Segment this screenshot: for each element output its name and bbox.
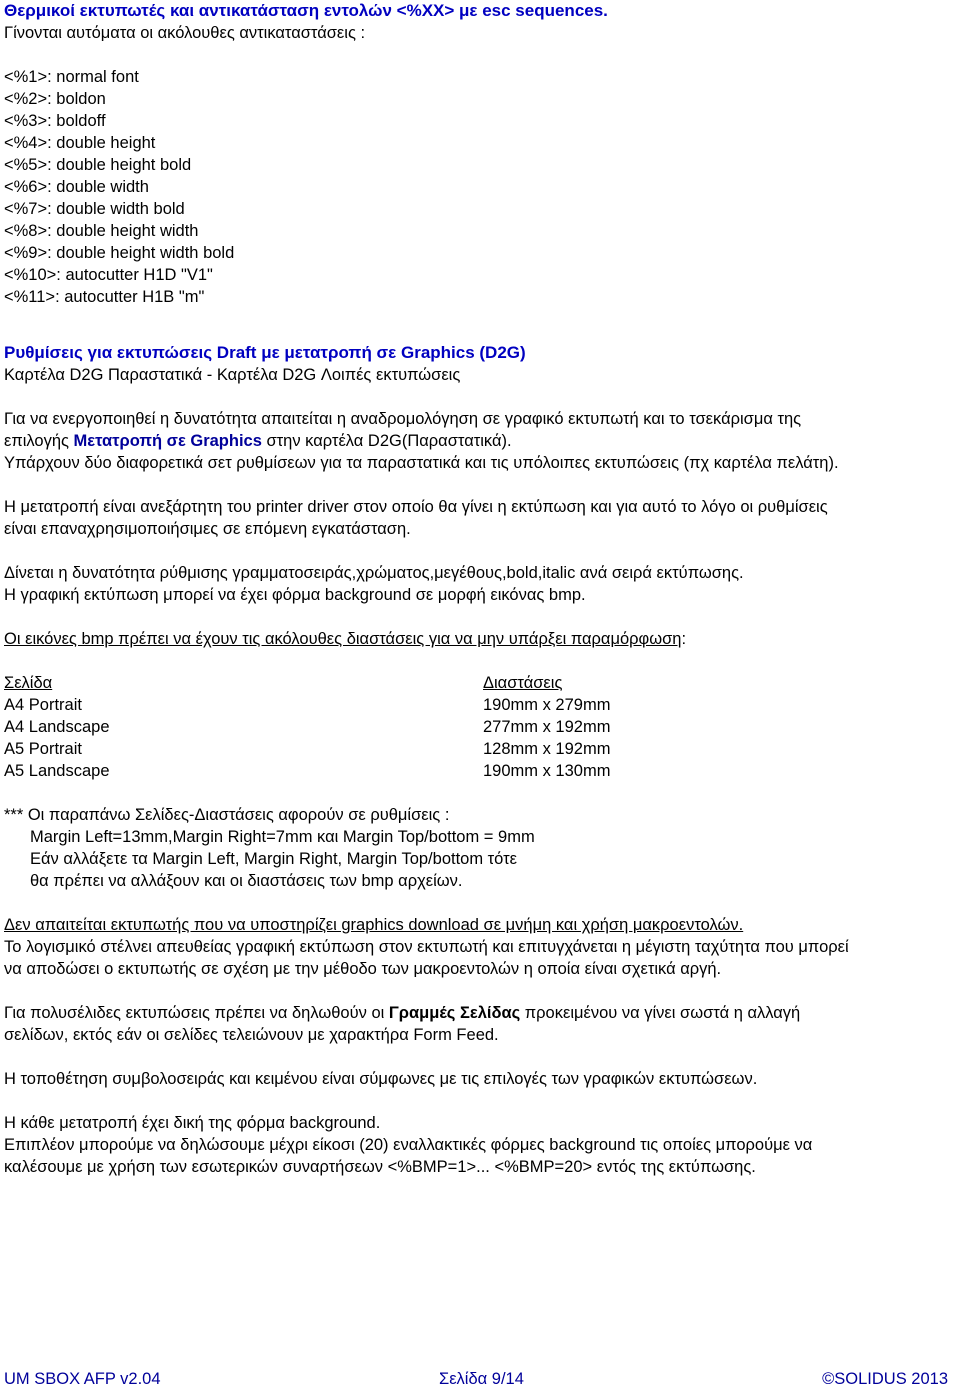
footer-page-number: Σελίδα 9/14 bbox=[439, 1370, 524, 1388]
paragraph-line: Για να ενεργοποιηθεί η δυνατότητα απαιτείται η αναδρομολόγηση σε γραφικό εκτυπωτή και το τσεκάρισμα της bbox=[4, 410, 802, 428]
option-name: Μετατροπή σε Graphics bbox=[73, 432, 262, 450]
code-item: <%4>: double height bbox=[4, 134, 156, 152]
code-item: <%6>: double width bbox=[4, 178, 149, 196]
code-item: <%9>: double height width bold bbox=[4, 244, 235, 262]
table-cell-page: A4 Portrait bbox=[4, 696, 82, 714]
table-cell-dims: 190mm x 279mm bbox=[483, 696, 611, 714]
paragraph-line: *** Οι παραπάνω Σελίδες-Διαστάσεις αφορούν σε ρυθμίσεις : bbox=[4, 806, 450, 824]
paragraph-line: Υπάρχουν δύο διαφορετικά σετ ρυθμίσεων για τα παραστατικά και τις υπόλοιπες εκτυπώσεις (πχ καρτέλα πελάτη). bbox=[4, 454, 839, 472]
document-page bbox=[4, 0, 956, 1178]
code-list bbox=[4, 66, 956, 308]
page-lines-term: Γραμμές Σελίδας bbox=[388, 1004, 521, 1022]
section-title: Θερμικοί εκτυπωτές και αντικατάσταση εντολών <%XX> με esc sequences. bbox=[4, 1, 608, 20]
footer-product: UM SBOX AFP v2.04 bbox=[4, 1370, 161, 1388]
dimensions-table bbox=[4, 672, 956, 782]
d2g-heading: Ρυθμίσεις για εκτυπώσεις Draft με μετατροπή σε Graphics (D2G) bbox=[4, 343, 526, 362]
footer-copyright: ©SOLIDUS 2013 bbox=[822, 1370, 948, 1388]
bmp-note: Οι εικόνες bmp πρέπει να έχουν τις ακόλουθες διαστάσεις για να μην υπάρξει παραμόρφωση: bbox=[4, 630, 687, 648]
intro-text: Γίνονται αυτόματα οι ακόλουθες αντικαταστάσεις : bbox=[4, 24, 366, 42]
code-item: <%10>: autocutter H1D "V1" bbox=[4, 266, 213, 284]
paragraph-line: Η κάθε μετατροπή έχει δική της φόρμα background. bbox=[4, 1114, 381, 1132]
paragraph-enable bbox=[4, 408, 956, 474]
table-cell-dims: 277mm x 192mm bbox=[483, 718, 611, 736]
code-item: <%7>: double width bold bbox=[4, 200, 185, 218]
paragraph-driver bbox=[4, 496, 956, 540]
d2g-tabs-text: Καρτέλα D2G Παραστατικά - Καρτέλα D2G Λοιπές εκτυπώσεις bbox=[4, 366, 461, 384]
table-cell-page: A4 Landscape bbox=[4, 718, 110, 736]
table-cell-dims: 190mm x 130mm bbox=[483, 762, 611, 780]
paragraph-line: Δίνεται η δυνατότητα ρύθμισης γραμματοσειράς,χρώματος,μεγέθους,bold,italic ανά σειρά εκτύπωσης. bbox=[4, 564, 744, 582]
paragraph-background bbox=[4, 1112, 956, 1178]
paragraph-line: να αποδώσει ο εκτυπωτής σε σχέση με την μέθοδο των μακροεντολών η οποία είναι σχετικά αργή. bbox=[4, 960, 722, 978]
code-item: <%2>: boldon bbox=[4, 90, 106, 108]
paragraph-line: Margin Left=13mm,Margin Right=7mm και Margin Top/bottom = 9mm bbox=[30, 828, 535, 846]
paragraph-line: Για πολυσέλιδες εκτυπώσεις πρέπει να δηλωθούν οι Γραμμές Σελίδας προκειμένου να γίνει σωστά η αλλαγή bbox=[4, 1004, 801, 1022]
paragraph-placement: Η τοποθέτηση συμβολοσειράς και κειμένου είναι σύμφωνες με τις επιλογές των γραφικών εκτυπώσεων. bbox=[4, 1070, 758, 1088]
paragraph-line: Εάν αλλάξετε τα Margin Left, Margin Right, Margin Top/bottom τότε bbox=[30, 850, 517, 868]
code-item: <%11>: autocutter H1B "m" bbox=[4, 288, 205, 306]
paragraph-fonts bbox=[4, 562, 956, 606]
table-cell-page: A5 Landscape bbox=[4, 762, 110, 780]
table-header-page: Σελίδα bbox=[4, 674, 53, 692]
table-cell-page: A5 Portrait bbox=[4, 740, 82, 758]
paragraph-line: σελίδων, εκτός εάν οι σελίδες τελειώνουν με χαρακτήρα Form Feed. bbox=[4, 1026, 499, 1044]
paragraph-line: Η γραφική εκτύπωση μπορεί να έχει φόρμα background σε μορφή εικόνας bmp. bbox=[4, 586, 586, 604]
paragraph-line: Το λογισμικό στέλνει απευθείας γραφική εκτύπωση στον εκτυπωτή και επιτυγχάνεται η μέγιστη ταχύτητα που μπορεί bbox=[4, 938, 849, 956]
paragraph-line: Η μετατροπή είναι ανεξάρτητη του printer driver στον οποίο θα γίνει η εκτύπωση και για αυτό το λόγο οι ρυθμίσεις bbox=[4, 498, 828, 516]
paragraph-line: είναι επαναχρησιμοποιήσιμες σε επόμενη εγκατάσταση. bbox=[4, 520, 411, 538]
code-item: <%1>: normal font bbox=[4, 68, 139, 86]
paragraph-line: Επιπλέον μπορούμε να δηλώσουμε μέχρι είκοσι (20) εναλλακτικές φόρμες background τις οποίες μπορούμε να bbox=[4, 1136, 813, 1154]
code-item: <%3>: boldoff bbox=[4, 112, 106, 130]
code-item: <%5>: double height bold bbox=[4, 156, 192, 174]
paragraph-line: θα πρέπει να αλλάξουν και οι διαστάσεις των bmp αρχείων. bbox=[30, 872, 463, 890]
paragraph-line: επιλογής Μετατροπή σε Graphics στην καρτέλα D2G(Παραστατικά). bbox=[4, 432, 512, 450]
paragraph-multipage bbox=[4, 1002, 956, 1046]
table-cell-dims: 128mm x 192mm bbox=[483, 740, 611, 758]
paragraph-no-macros bbox=[4, 914, 956, 980]
margins-note bbox=[4, 804, 956, 892]
code-item: <%8>: double height width bbox=[4, 222, 199, 240]
paragraph-line: Δεν απαιτείται εκτυπωτής που να υποστηρίζει graphics download σε μνήμη και χρήση μακροεντολών. bbox=[4, 916, 744, 934]
dims-column bbox=[483, 672, 610, 782]
page-column bbox=[4, 672, 110, 782]
paragraph-line: καλέσουμε με χρήση των εσωτερικών συναρτήσεων <%BMP=1>... <%BMP=20> εντός της εκτύπωσης. bbox=[4, 1158, 756, 1176]
table-header-dims: Διαστάσεις bbox=[483, 674, 563, 692]
page-footer bbox=[4, 1368, 948, 1390]
